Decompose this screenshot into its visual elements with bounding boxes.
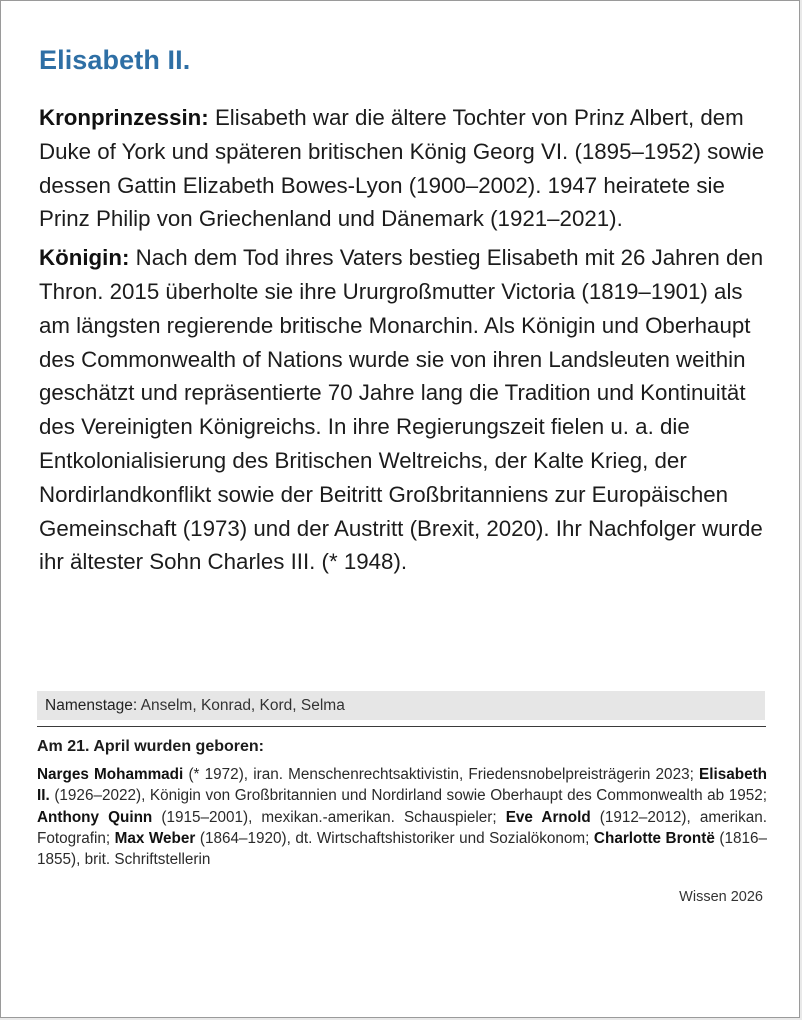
divider [37, 726, 766, 727]
birth-name: Eve Arnold [505, 808, 591, 826]
birth-info: (1912–2012), amerikan. Fotografin; [37, 808, 767, 847]
birth-name: Elisabeth II. [37, 766, 768, 805]
page-title: Elisabeth II. [39, 45, 191, 75]
birth-name: Charlotte Brontë [593, 829, 715, 847]
paragraph-koenigin [39, 241, 771, 579]
paragraph-label: Königin: [39, 245, 130, 271]
footer-label: Wissen 2026 [679, 889, 763, 905]
namenstage-label: Namenstage: [45, 697, 138, 714]
paragraph-label: Kronprinzessin: [39, 105, 209, 130]
birth-info: (1864–1920), dt. Wirtschaftshistoriker und Sozialökonom; [199, 829, 590, 847]
birth-name: Narges Mohammadi [37, 766, 184, 783]
namenstage-bar [37, 691, 765, 720]
namenstage-names: Anselm, Konrad, Kord, Selma [140, 697, 345, 714]
paragraph-text: Nach dem Tod ihres Vaters bestieg Elisabeth mit 26 Jahren den Thron. 2015 überholte sie ihre Ururgroßmutter Victoria (1819–1901) als am längsten regierende britische Monarchin. Als Königin und Oberhaupt des Commonwealth of Nations wurde sie von ihren Landsleuten weithin geschätzt und repräsentierte 70 Jahre lang die Tradition und Kontinuität des Vereinigten Königreichs. In ihre Regierungszeit fielen u. a. die Entkolonialisierung des Britischen Weltreichs, der Kalte Krieg, der Nordirlandkonflikt sowie der Beitritt Großbritanniens zur Europäischen Gemeinschaft (1973) und der Austritt (Brexit, 2020). Ihr Nachfolger wurde ihr ältester Sohn Charles III. (* 1948). [39, 245, 764, 575]
births-heading: Am 21. April wurden geboren: [37, 738, 264, 755]
birth-name: Max Weber [114, 829, 196, 847]
paragraph-text: Elisabeth war die ältere Tochter von Prinz Albert, dem Duke of York und späteren britischen König Georg VI. (1895–1952) sowie dessen Gattin Elizabeth Bowes-Lyon (1900–2002). 1947 heiratete sie Prinz Philip von Griechenland und Dänemark (1921–2021). [39, 105, 765, 232]
birth-info: (1915–2001), mexikan.-amerikan. Schauspieler; [161, 808, 497, 826]
paragraph-kronprinzessin [39, 101, 771, 236]
birth-info: (1926–2022), Königin von Großbritannien und Nordirland sowie Oberhaupt des Commonwealth ab 1952; [54, 787, 768, 805]
main-text [39, 101, 771, 584]
birth-info: (* 1972), iran. Menschenrechtsaktivistin, Friedensnobelpreisträgerin 2023; [188, 766, 694, 783]
birth-name: Anthony Quinn [37, 808, 153, 826]
birth-info: (1816–1855), brit. Schriftstellerin [37, 829, 767, 869]
births-list [37, 764, 767, 870]
